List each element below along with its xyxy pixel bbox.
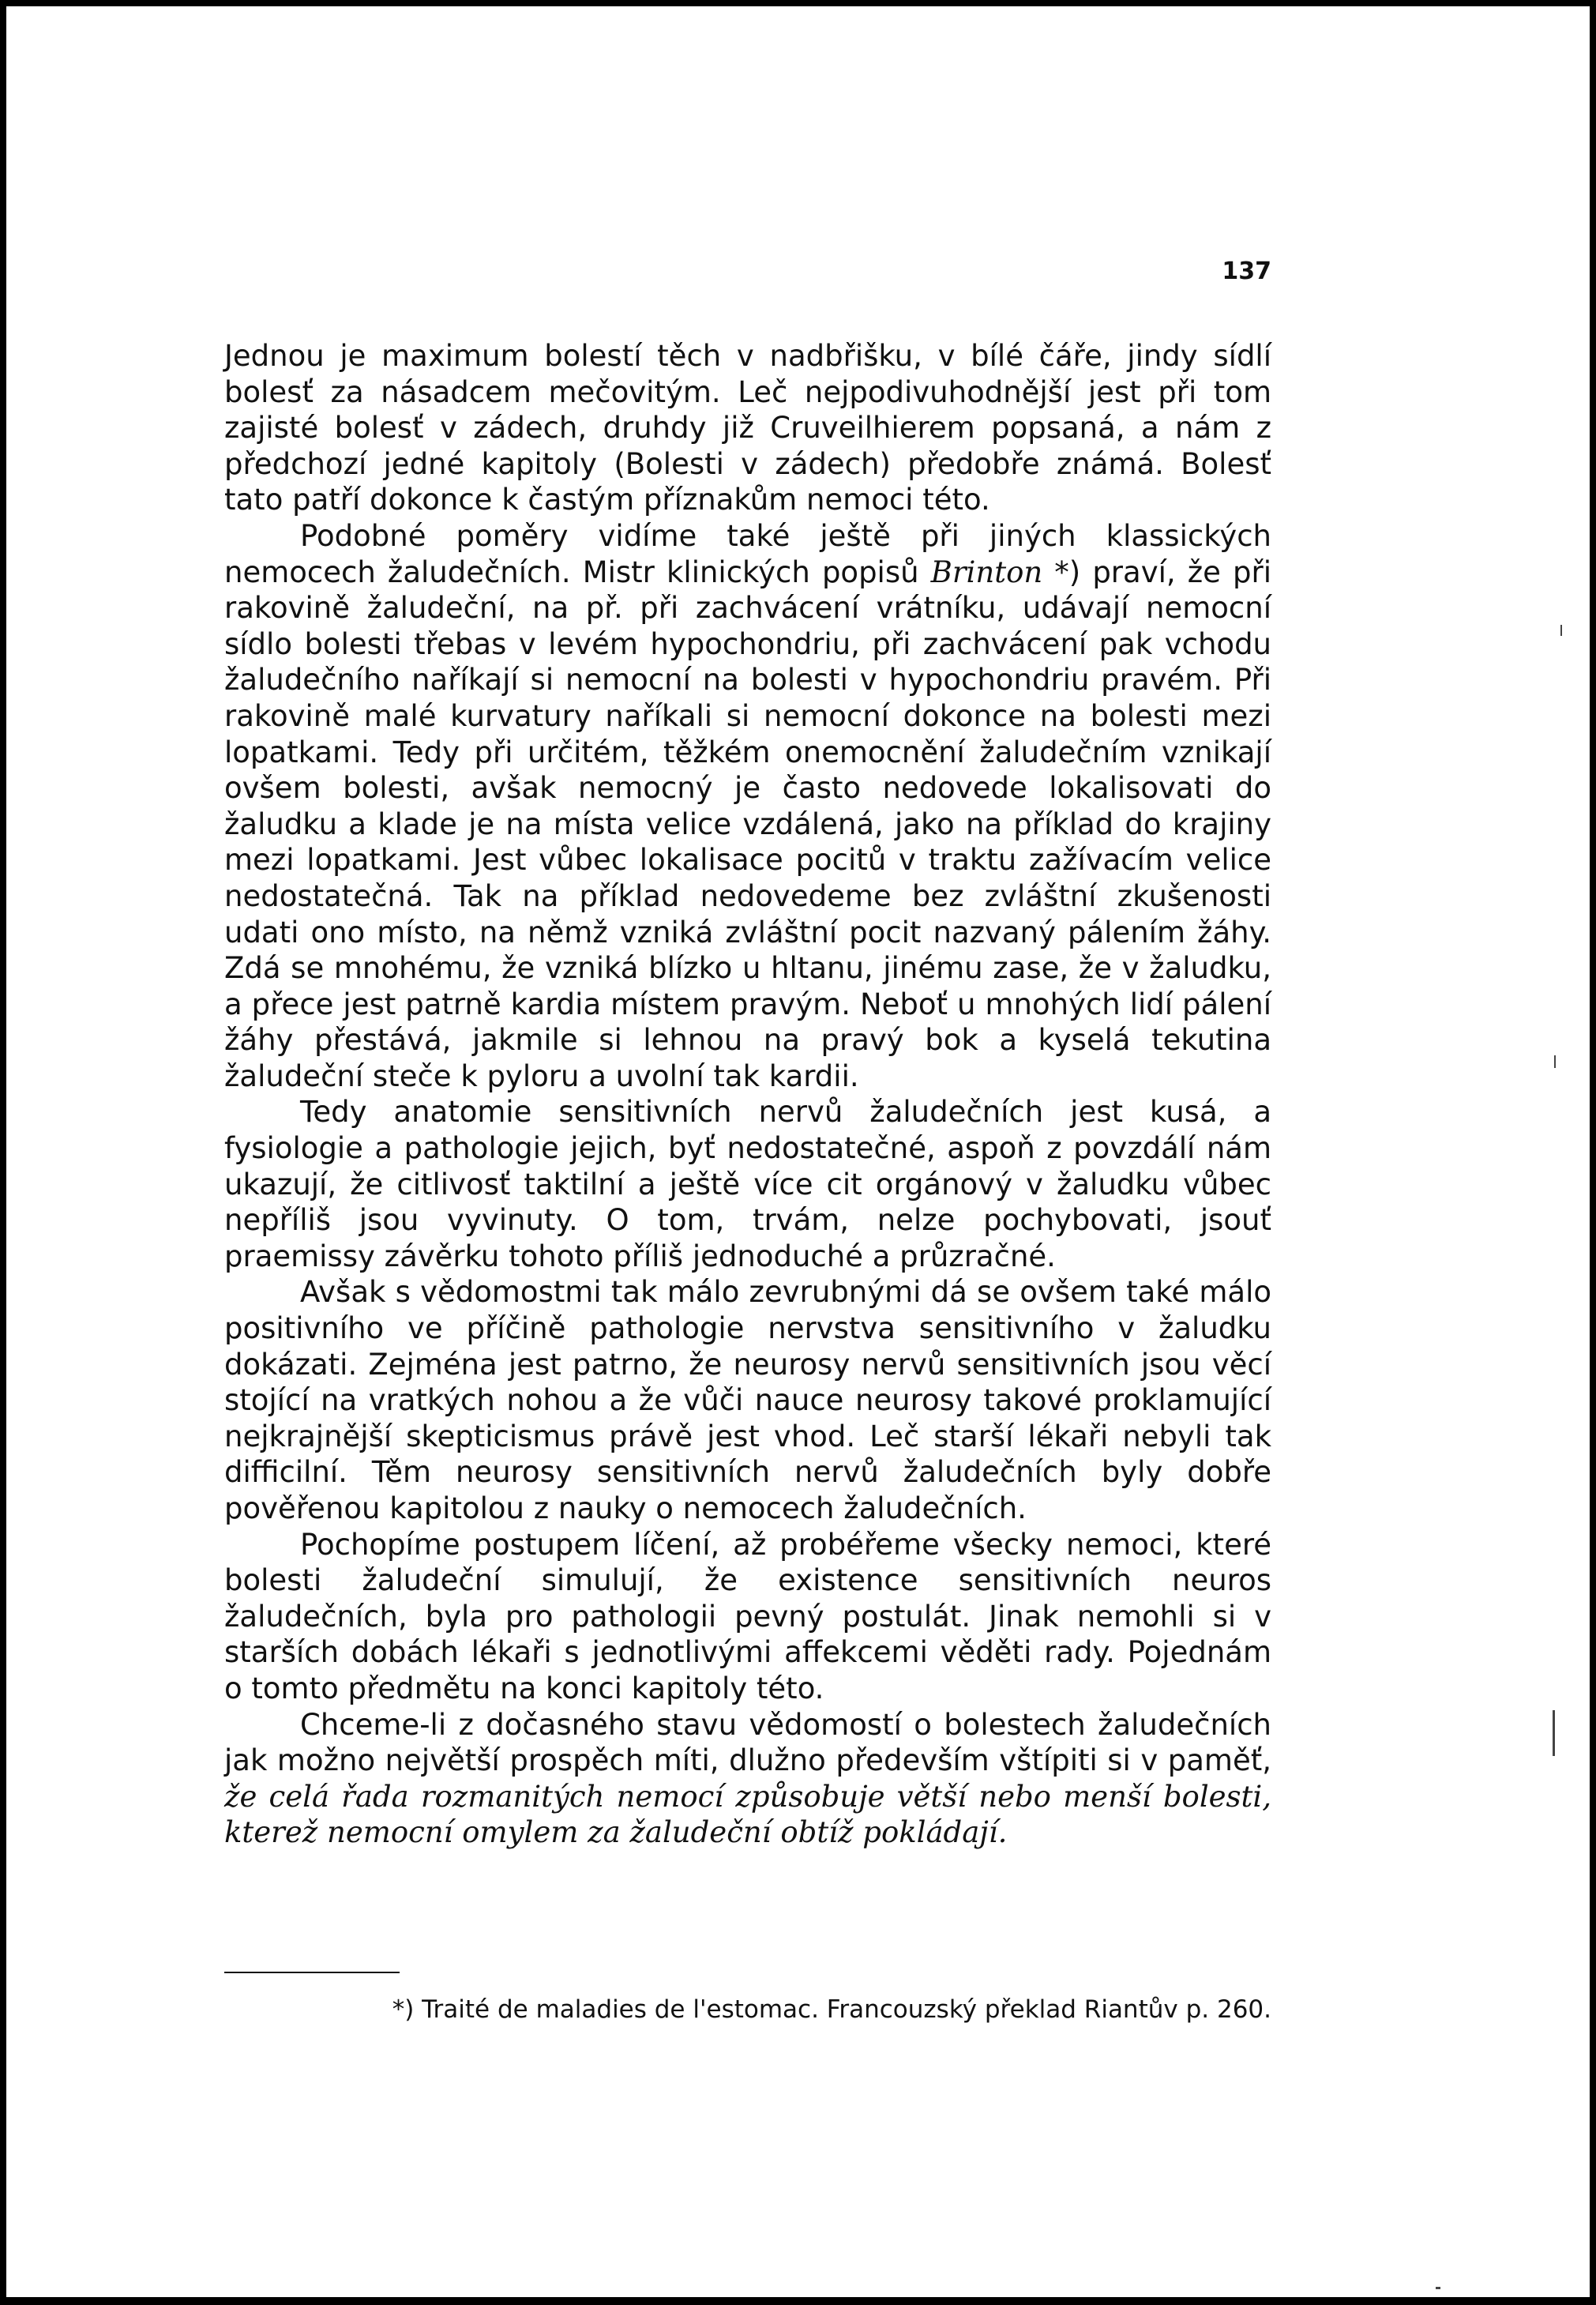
paragraph: [224, 1094, 1271, 1274]
paragraph: [224, 1527, 1271, 1707]
paragraph-text: Podobné poměry vidíme také ještě při jiných klassických nemocech žaludečních. Mistr klinických popisů: [224, 518, 1271, 589]
scan-speck: [1436, 2287, 1440, 2289]
scan-speck: [1554, 1055, 1556, 1068]
scan-speck: [1553, 1710, 1555, 1756]
paragraph-text: Chceme-li z dočasného stavu vědomostí o bolestech žaludečních jak možno největší prospěch míti, dlužno především vštípiti si v paměť,: [224, 1707, 1271, 1778]
paragraph: [224, 338, 1271, 518]
page-number: 137: [1222, 258, 1271, 285]
footnote: *) Traité de maladies de l'estomac. Francouzský překlad Riantův p. 260.: [392, 1995, 1271, 2024]
body-text: [224, 338, 1271, 1851]
scan-speck: [1560, 625, 1562, 636]
author-name-italic: Brinton: [930, 555, 1043, 589]
paragraph-text: Tedy anatomie sensitivních nervů žaludečních jest kusá, a fysiologie a pathologie jejich, byť nedostatečné, aspoň z povzdálí nám ukazují, že citlivosť taktilní a ještě více cit orgánový v žaludku vůbec nepříliš jsou vyvinuty. O tom, trvám, nelze pochybovati, jsouť praemissy závěrku tohoto příliš jednoduché a průzračné.: [224, 1095, 1271, 1273]
scanned-page: [6, 6, 1590, 2297]
paragraph: [224, 518, 1271, 1095]
paragraph: [224, 1274, 1271, 1526]
emphasis-italic: že celá řada rozmanitých nemocí způsobuje větší nebo menší bolesti, kterež nemocní omylem za žaludeční obtíž pokládají.: [224, 1779, 1271, 1850]
paragraph-text: Pochopíme postupem líčení, až probéřeme všecky nemoci, které bolesti žaludeční simulují, že existence sensitivních neuros žaludečních, byla pro pathologii pevný postulát. Jinak nemohli si v starších dobách lékaři s jednotlivými affekcemi věděti rady. Pojednám o tomto předmětu na konci kapitoly této.: [224, 1527, 1271, 1705]
paragraph-text: Jednou je maximum bolestí těch v nadbřišku, v bílé čáře, jindy sídlí bolesť za násadcem mečovitým. Leč nejpodivuhodnější jest při tom zajisté bolesť v zádech, druhdy již Cruveilhierem popsaná, a nám z předchozí jedné kapitoly (Bolesti v zádech) předobře známá. Bolesť tato patří dokonce k častým příznakům nemoci této.: [224, 339, 1271, 517]
paragraph-text: Avšak s vědomostmi tak málo zevrubnými dá se ovšem také málo positivního ve příčině pathologie nervstva sensitivního v žaludku dokázati. Zejména jest patrno, že neurosy nervů sensitivních jsou věcí stojící na vratkých nohou a že vůči nauce neurosy takové proklamující nejkrajnější skepticismus právě jest vhod. Leč starší lékaři nebyli tak difficilní. Těm neurosy sensitivních nervů žaludečních byly dobře pověřenou kapitolou z nauky o nemocech žaludečních.: [224, 1275, 1271, 1525]
footnote-rule: [224, 1972, 400, 1973]
paragraph: [224, 1707, 1271, 1851]
paragraph-text: *) praví, že při rakovině žaludeční, na př. při zachvácení vrátníku, udávají nemocní sídlo bolesti třebas v levém hypochondriu, při zachvácení pak vchodu žaludečního naříkají si nemocní na bolesti v hypochondriu pravém. Při rakovině malé kurvatury naříkali si nemocní dokonce na bolesti mezi lopatkami. Tedy při určitém, těžkém onemocnění žaludečním vznikají ovšem bolesti, avšak nemocný je často nedovede lokalisovati do žaludku a klade je na místa velice vzdálená, jako na příklad do krajiny mezi lopatkami. Jest vůbec lokalisace pocitů v traktu zažívacím velice nedostatečná. Tak na příklad nedovedeme bez zvláštní zkušenosti udati ono místo, na němž vzniká zvláštní pocit nazvaný pálením žáhy. Zdá se mnohému, že vzniká blízko u hltanu, jinému zase, že v žaludku, a přece jest patrně kardia místem pravým. Neboť u mnohých lidí pálení žáhy přestává, jakmile si lehnou na pravý bok a kyselá tekutina žaludeční steče k pyloru a uvolní tak kardii.: [224, 555, 1271, 1093]
